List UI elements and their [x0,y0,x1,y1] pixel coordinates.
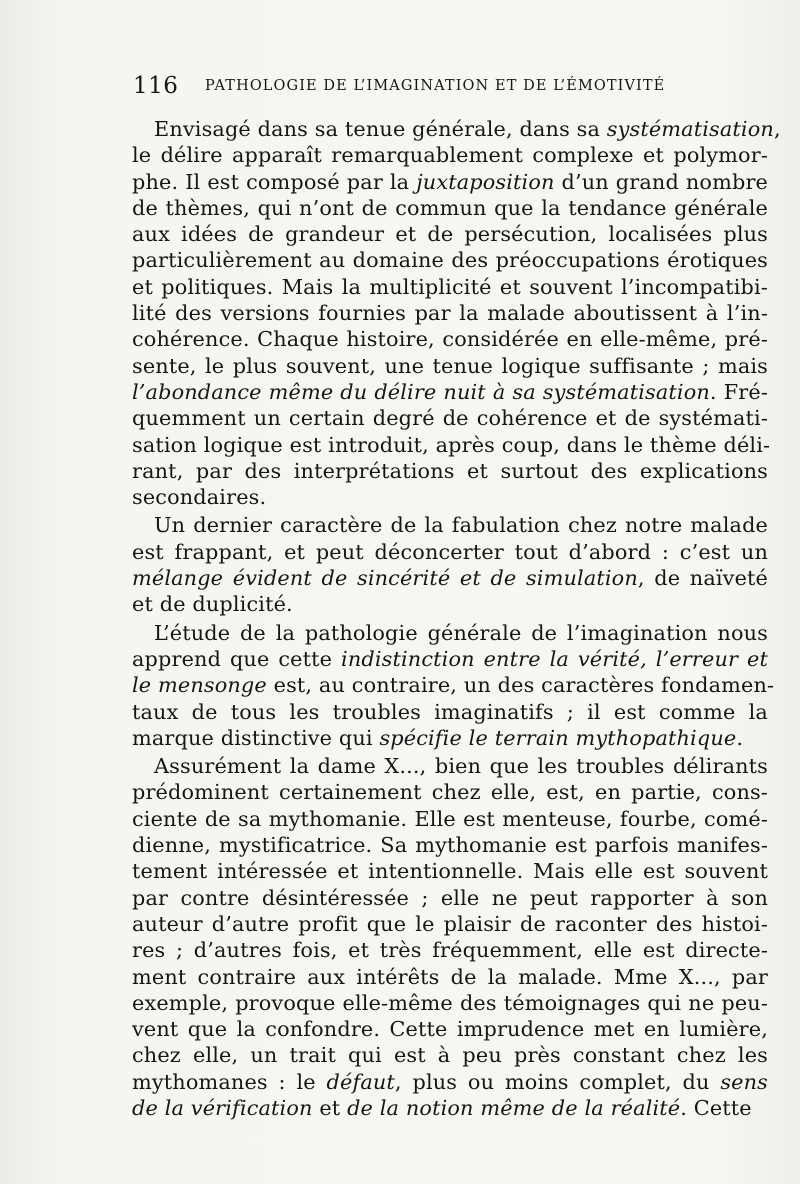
text-line [132,591,768,617]
body-text [132,116,781,1123]
text-segment: est frappant, et peut déconcerter tout d’abord : c’est un [132,539,768,564]
text-line [132,565,768,591]
text-segment: particulièrement au domaine des préoccupations érotiques [132,248,768,273]
text-line [132,432,771,458]
text-segment: phe. Il est composé par la [132,169,417,194]
text-segment: . [736,725,744,750]
text-line [132,1042,768,1068]
text-segment: , plus ou moins complet, du [394,1069,721,1094]
italic-text: défaut [326,1069,395,1094]
text-line [132,1069,768,1095]
text-segment: sente, le plus souvent, une tenue logique suffisante ; mais [132,353,768,378]
text-line [132,405,768,431]
italic-text: spécifie le terrain mythopathique [379,725,737,750]
text-segment: le délire apparaît remarquablement complexe et polymor- [132,143,768,168]
running-head: PATHOLOGIE DE L’IMAGINATION ET DE L’ÉMOTIVITÉ [205,78,666,94]
text-line [132,484,768,510]
page-header [133,73,733,103]
text-line [132,779,768,805]
text-segment: marque distinctive qui [132,725,380,750]
italic-text: sens [720,1069,769,1094]
text-segment: mythomanes : le [132,1069,327,1094]
text-line [132,169,768,195]
text-segment: chez elle, un trait qui est à peu près constant chez les [132,1043,768,1068]
text-segment: Un dernier caractère de la fabulation chez notre malade [154,513,768,538]
text-line [132,753,768,779]
text-line [132,725,768,751]
text-segment: rant, par des interprétations et surtout des explications [132,458,768,483]
italic-text: de la vérification [132,1095,313,1120]
text-segment: tement intéressée et intentionnelle. Mais elle est souvent [132,859,768,884]
text-line [132,274,768,300]
text-line [132,539,768,565]
italic-text: mélange évident de sincérité et de simulation [132,566,638,591]
text-segment: res ; d’autres fois, et très fréquemment, elle est directe- [132,938,768,963]
italic-text: systématisation [606,117,774,141]
text-segment: et [312,1095,348,1120]
text-line [132,699,768,725]
text-line [132,937,768,963]
text-segment: , [773,117,781,141]
text-segment: ment contraire aux intérêts de la malade. Mme X..., par [132,964,768,989]
text-segment: vent que la confondre. Cette imprudence met en lumière, [132,1017,768,1042]
text-line [132,885,768,911]
text-segment: exemple, provoque elle-même des témoignages qui ne peu- [132,990,768,1015]
italic-text: l’abondance même du délire nuit à sa systématisation [132,379,710,404]
text-line [132,221,768,247]
text-line [132,195,768,221]
paragraph [132,116,781,510]
text-line [132,1095,768,1121]
text-segment: Envisagé dans sa tenue générale, dans sa [154,117,607,141]
text-segment: secondaires. [132,485,267,510]
text-line [132,990,768,1016]
text-segment: cohérence. Chaque histoire, considérée en elle-même, pré- [132,327,768,352]
text-line [132,1016,768,1042]
text-line [132,911,768,937]
text-segment: , de naïveté [637,566,768,591]
italic-text: le mensonge [132,673,267,698]
text-line [132,964,768,990]
text-segment: aux idées de grandeur et de persécution, localisées plus [132,222,768,247]
italic-text: de la notion même de la réalité [347,1095,681,1120]
text-line [132,116,781,142]
text-segment: et de duplicité. [132,592,293,617]
text-line [132,353,768,379]
text-segment: prédominent certainement chez elle, est, en partie, cons- [132,780,768,805]
text-segment: dienne, mystificatrice. Sa mythomanie est parfois manifes- [132,833,768,858]
text-segment: . Cette [680,1095,752,1120]
paragraph [132,512,768,617]
text-line [132,620,768,646]
text-line [132,142,768,168]
text-segment: par contre désintéressée ; elle ne peut rapporter à son [132,885,768,910]
text-line [132,300,768,326]
text-line [132,806,768,832]
text-segment: . Fré- [709,379,769,404]
text-line [132,326,768,352]
text-line [132,832,768,858]
text-line [132,458,768,484]
page-number: 116 [133,73,179,99]
text-segment: sation logique est introduit, après coup, dans le thème déli- [132,432,771,457]
text-line [132,512,768,538]
text-segment: de thèmes, qui n’ont de commun que la tendance générale [132,195,768,220]
text-line [132,646,768,672]
text-segment: ciente de sa mythomanie. Elle est menteuse, fourbe, comé- [132,806,768,831]
italic-text: indistinction entre la vérité, l’erreur et [341,646,768,671]
text-segment: quemment un certain degré de cohérence et de systémati- [132,406,768,431]
italic-text: juxtaposition [416,169,555,194]
text-segment: L’étude de la pathologie générale de l’imagination nous [154,620,768,645]
text-segment: d’un grand nombre [554,169,768,194]
text-segment: Assurément la dame X..., bien que les troubles délirants [154,754,768,779]
text-line [132,247,768,273]
text-segment: lité des versions fournies par la malade aboutissent à l’in- [132,301,768,326]
paragraph [132,620,775,751]
text-segment: apprend que cette [132,646,342,671]
paragraph [132,753,768,1121]
text-segment: taux de tous les troubles imaginatifs ; il est comme la [132,699,768,724]
text-segment: auteur d’autre profit que le plaisir de raconter des histoi- [132,911,768,936]
text-line [132,672,775,698]
text-segment: et politiques. Mais la multiplicité et souvent l’incompatibi- [132,274,768,299]
text-line [132,858,768,884]
text-segment: est, au contraire, un des caractères fondamen- [266,673,775,698]
text-line [132,379,768,405]
